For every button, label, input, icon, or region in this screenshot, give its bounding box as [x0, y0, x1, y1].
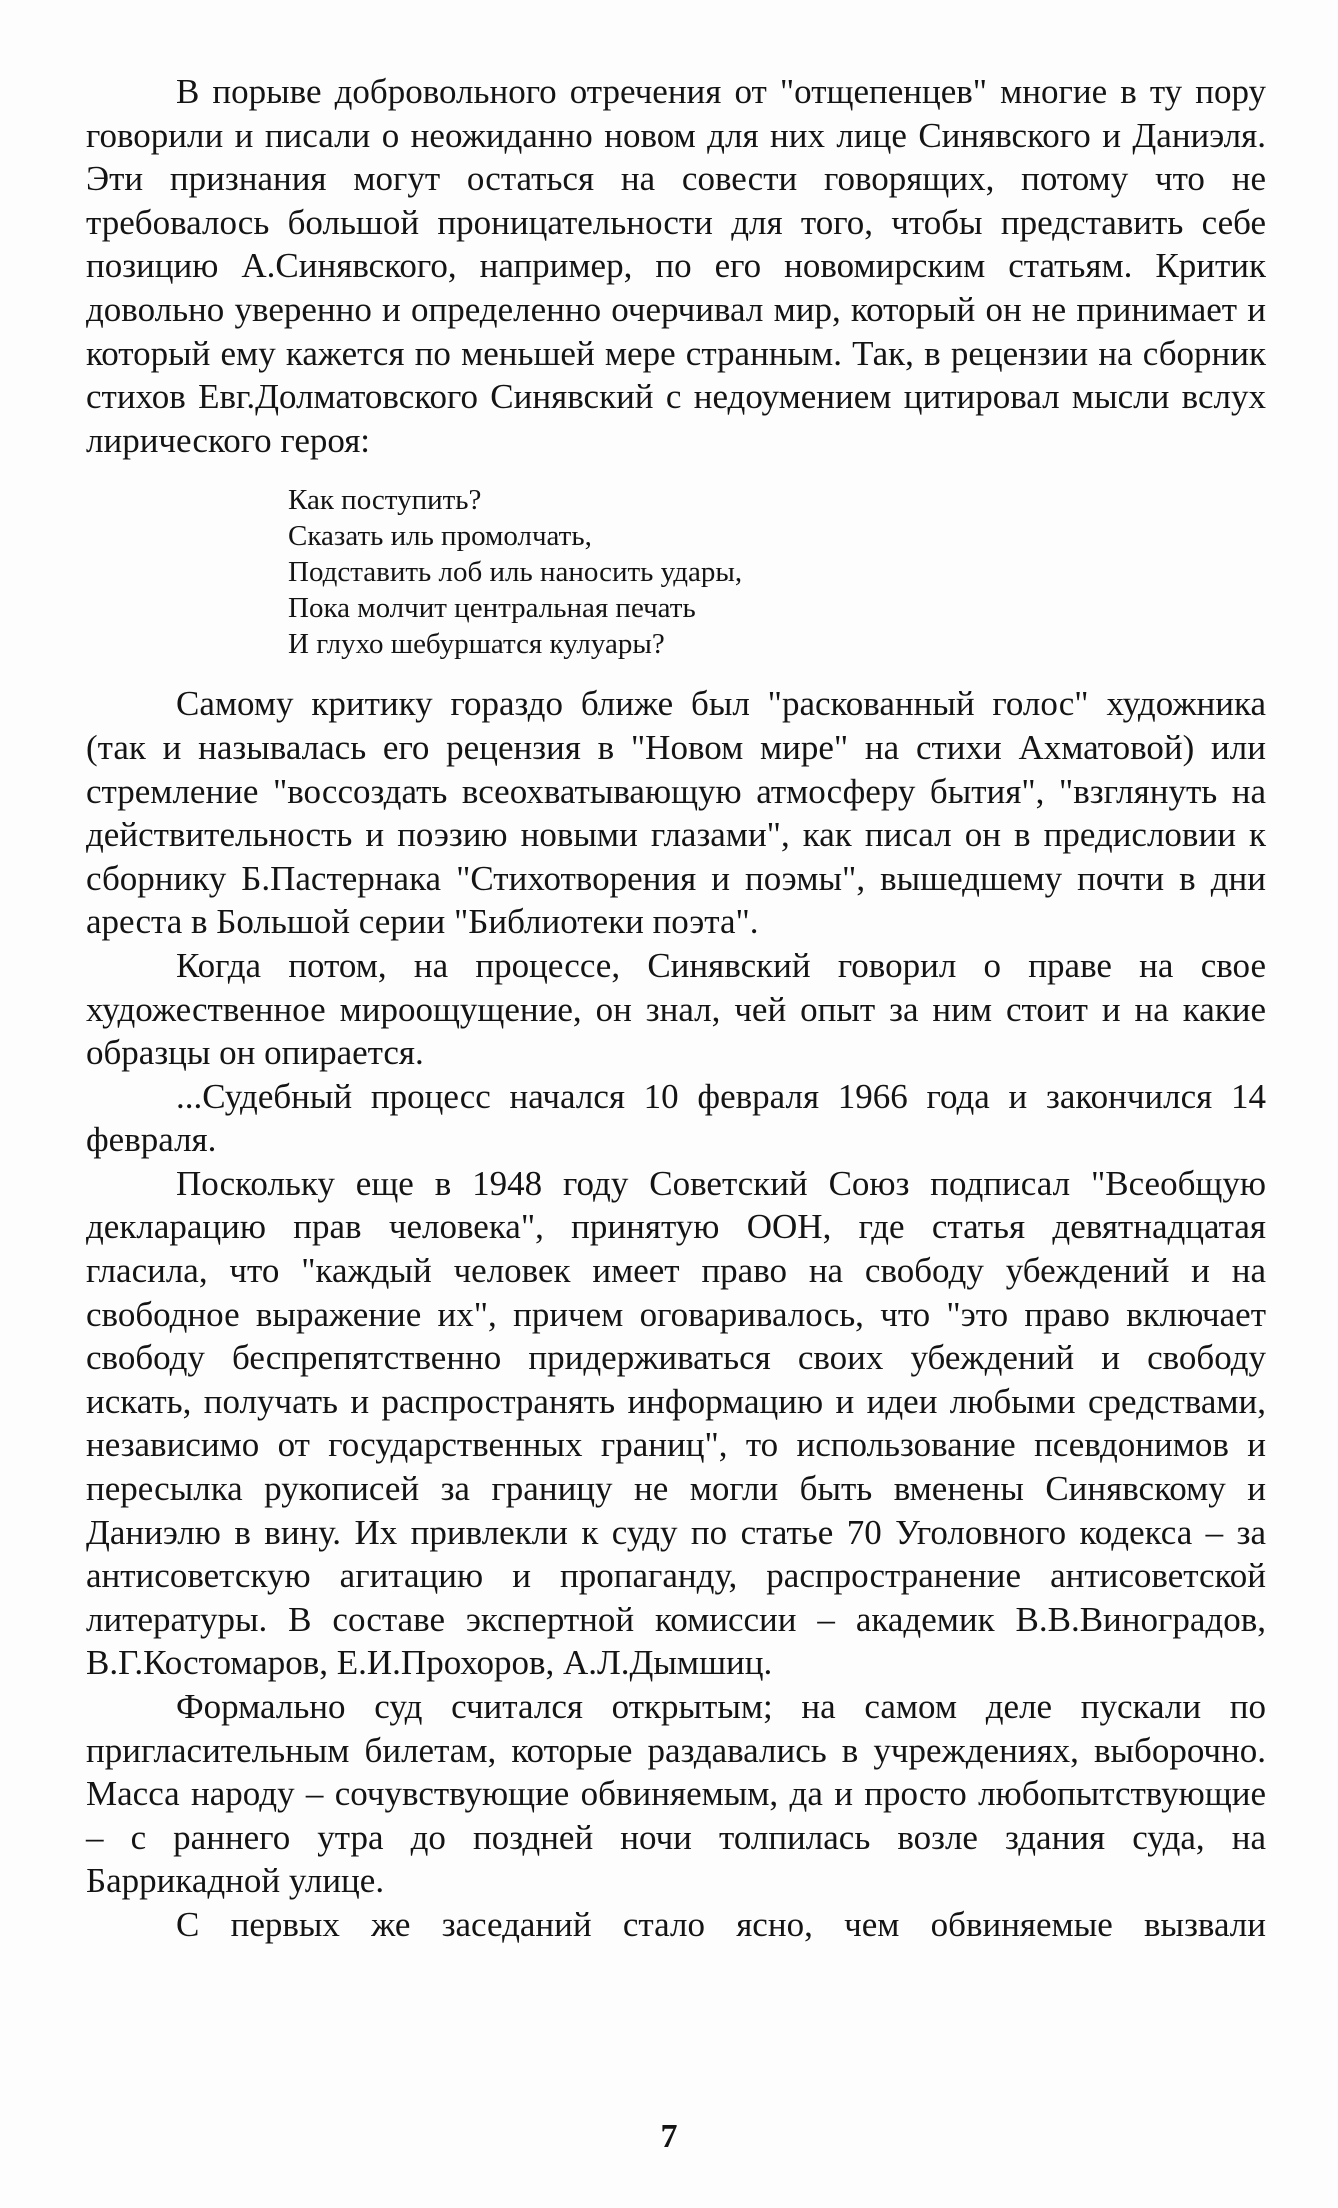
page-body: [86, 70, 1266, 1947]
verse-quote: [288, 482, 1266, 662]
paragraph: В порыве добровольного отречения от "отщепенцев" многие в ту пору говорили и писали о неожиданно новом для них лице Синявского и Даниэля. Эти признания могут остаться на совести говорящих, потому что не требовалось большой проницательности для того, чтобы представить себе позицию А.Синявского, например, по его новомирским статьям. Критик довольно уверенно и определенно очерчивал мир, который он не принимает и который ему кажется по меньшей мере странным. Так, в рецензии на сборник стихов Евг.Долматовского Синявский с недоумением цитировал мысли вслух лирического героя:: [86, 72, 1266, 460]
verse-line: Как поступить?: [288, 484, 482, 517]
verse-line: Подставить лоб иль наносить удары,: [288, 556, 743, 589]
paragraph: ...Судебный процесс начался 10 февраля 1966 года и закончился 14 февраля.: [86, 1076, 1266, 1160]
paragraph-last-line: С первых же заседаний стало ясно, чем обвиняемые вызвали: [176, 1904, 1266, 1944]
verse-line: И глухо шебуршатся кулуары?: [288, 628, 665, 661]
paragraph: Поскольку еще в 1948 году Советский Союз подписал "Всеобщую декларацию прав человека", принятую ООН, где статья девятнадцатая гласила, что "каждый человек имеет право на свободу убеждений и на свободное выражение их", причем оговаривалось, что "это право включает свободу беспрепятственно придерживаться своих убеждений и свободу искать, получать и распространять информацию и идеи любыми средствами, независимо от государственных границ", то использование псевдонимов и пересылка рукописей за границу не могли быть вменены Синявскому и Даниэлю в вину. Их привлекли к суду по статье 70 Уголовного кодекса – за антисоветскую агитацию и пропаганду, распространение антисоветской литературы. В составе экспертной комиссии – академик В.В.Виноградов, В.Г.Костомаров, Е.И.Прохоров, А.Л.Дымшиц.: [86, 1163, 1266, 1683]
paragraph: Когда потом, на процессе, Синявский говорил о праве на свое художественное мироощущение, он знал, чей опыт за ним стоит и на какие образцы он опирается.: [86, 945, 1266, 1073]
page-number: 7: [660, 2118, 678, 2155]
paragraph: Формально суд считался открытым; на самом деле пускали по пригласительным билетам, которые раздавались в учреждениях, выборочно. Масса народу – сочувствующие обвиняемым, да и просто любопытствующие – с раннего утра до поздней ночи толпилась возле здания суда, на Баррикадной улице.: [86, 1687, 1266, 1901]
paragraph: Самому критику гораздо ближе был "раскованный голос" художника (так и называлась его рецензия в "Новом мире" на стихи Ахматовой) или стремление "воссоздать всеохватывающую атмосферу бытия", "взглянуть на действительность и поэзию новыми глазами", как писал он в предисловии к сборнику Б.Пастернака "Стихотворения и поэмы", вышедшему почти в дни ареста в Большой серии "Библиотеки поэта".: [86, 684, 1266, 942]
verse-line: Сказать иль промолчать,: [288, 520, 592, 553]
verse-line: Пока молчит центральная печать: [288, 592, 696, 625]
